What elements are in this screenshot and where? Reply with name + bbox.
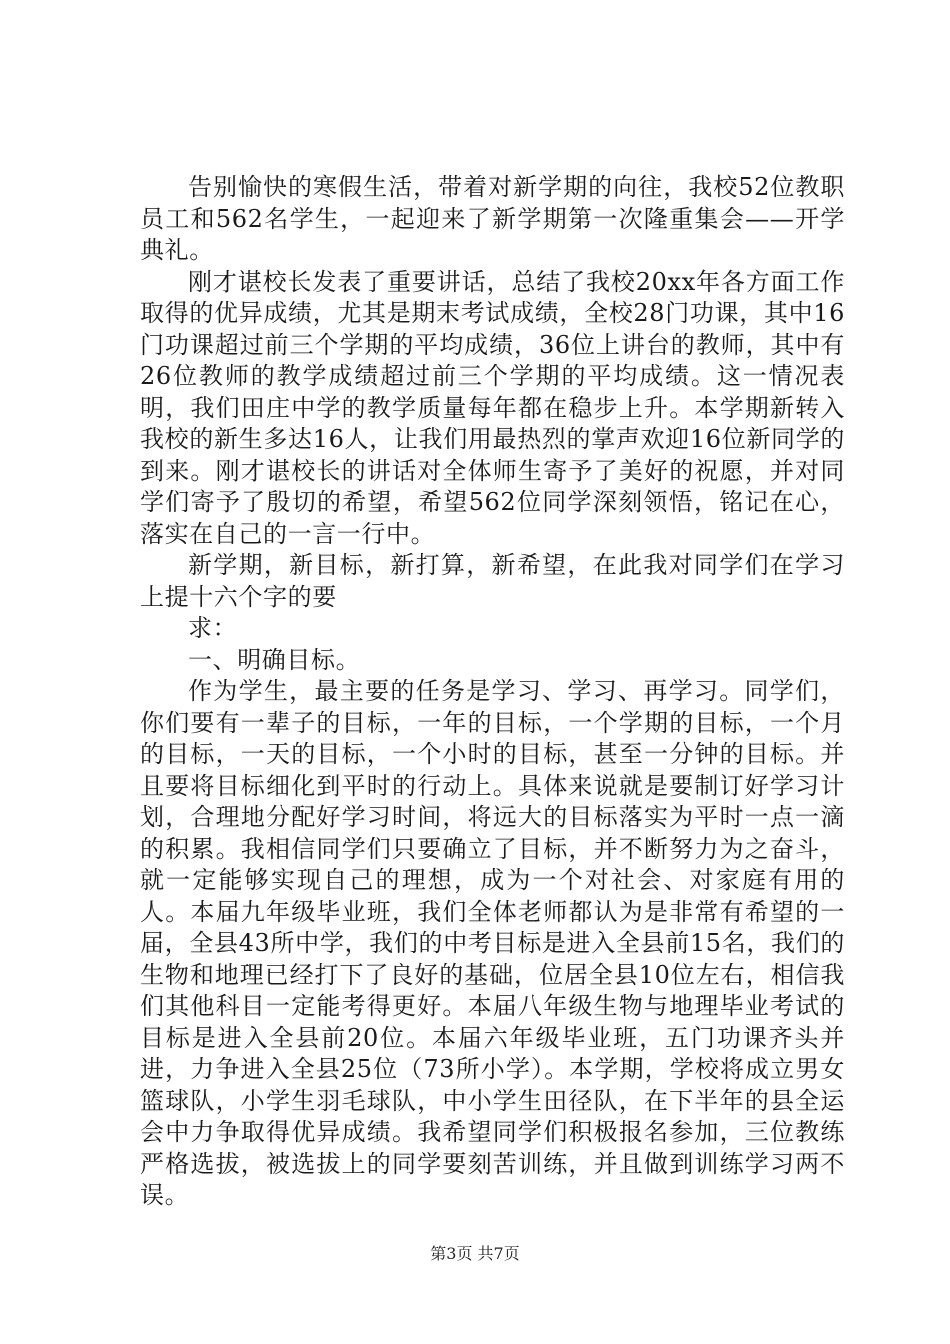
paragraph-principal-speech: 刚才谌校长发表了重要讲话，总结了我校20xx年各方面工作取得的优异成绩，尤其是期末考试成绩，全校28门功课，其中16门功课超过前三个学期的平均成绩，36位上讲台的教师，其中有26位教师的教学成绩超过前三个学期的平均成绩。这一情况表明，我们田庄中学的教学质量每年都在稳步上升。本学期新转入我校的新生多达16人，让我们用最热烈的掌声欢迎16位新同学的到来。刚才谌校长的讲话对全体师生寄予了美好的祝愿，并对同学们寄予了殷切的希望，希望562位同学深刻领悟，铭记在心，落实在自己的一言一行中。 [140, 267, 845, 548]
paragraph-new-term-requirements: 新学期，新目标，新打算，新希望，在此我对同学们在学习上提十六个字的要 [140, 551, 845, 611]
section-heading-clear-goals: 一、明确目标。 [188, 645, 361, 674]
document-body [140, 172, 845, 1212]
paragraph-goals-body: 作为学生，最主要的任务是学习、学习、再学习。同学们，你们要有一辈子的目标，一年的目标，一个学期的目标，一个月的目标，一天的目标，一个小时的目标，甚至一分钟的目标。并且要将目标细化到平时的行动上。具体来说就是要制订好学习计划，合理地分配好学习时间，将远大的目标落实为平时一点一滴的积累。我相信同学们只要确立了目标，并不断努力为之奋斗，就一定能够实现自己的理想，成为一个对社会、对家庭有用的人。本届九年级毕业班，我们全体老师都认为是非常有希望的一届，全县43所中学，我们的中考目标是进入全县前15名，我们的生物和地理已经打下了良好的基础，位居全县10位左右，相信我们其他科目一定能考得更好。本届八年级生物与地理毕业考试的目标是进入全县前20位。本届六年级毕业班，五门功课齐头并进，力争进入全县25位（73所小学）。本学期，学校将成立男女篮球队，小学生羽毛球队，中小学生田径队，在下半年的县全运会中力争取得优异成绩。我希望同学们积极报名参加，三位教练严格选拔，被选拔上的同学要刻苦训练，并且做到训练学习两不误。 [140, 677, 845, 1209]
paragraph-opening: 告别愉快的寒假生活，带着对新学期的向往，我校52位教职员工和562名学生，一起迎来了新学期第一次隆重集会——开学典礼。 [140, 173, 845, 264]
page-footer: 第3页 共7页 [430, 1244, 520, 1263]
paragraph-requirements-colon: 求： [188, 614, 238, 642]
